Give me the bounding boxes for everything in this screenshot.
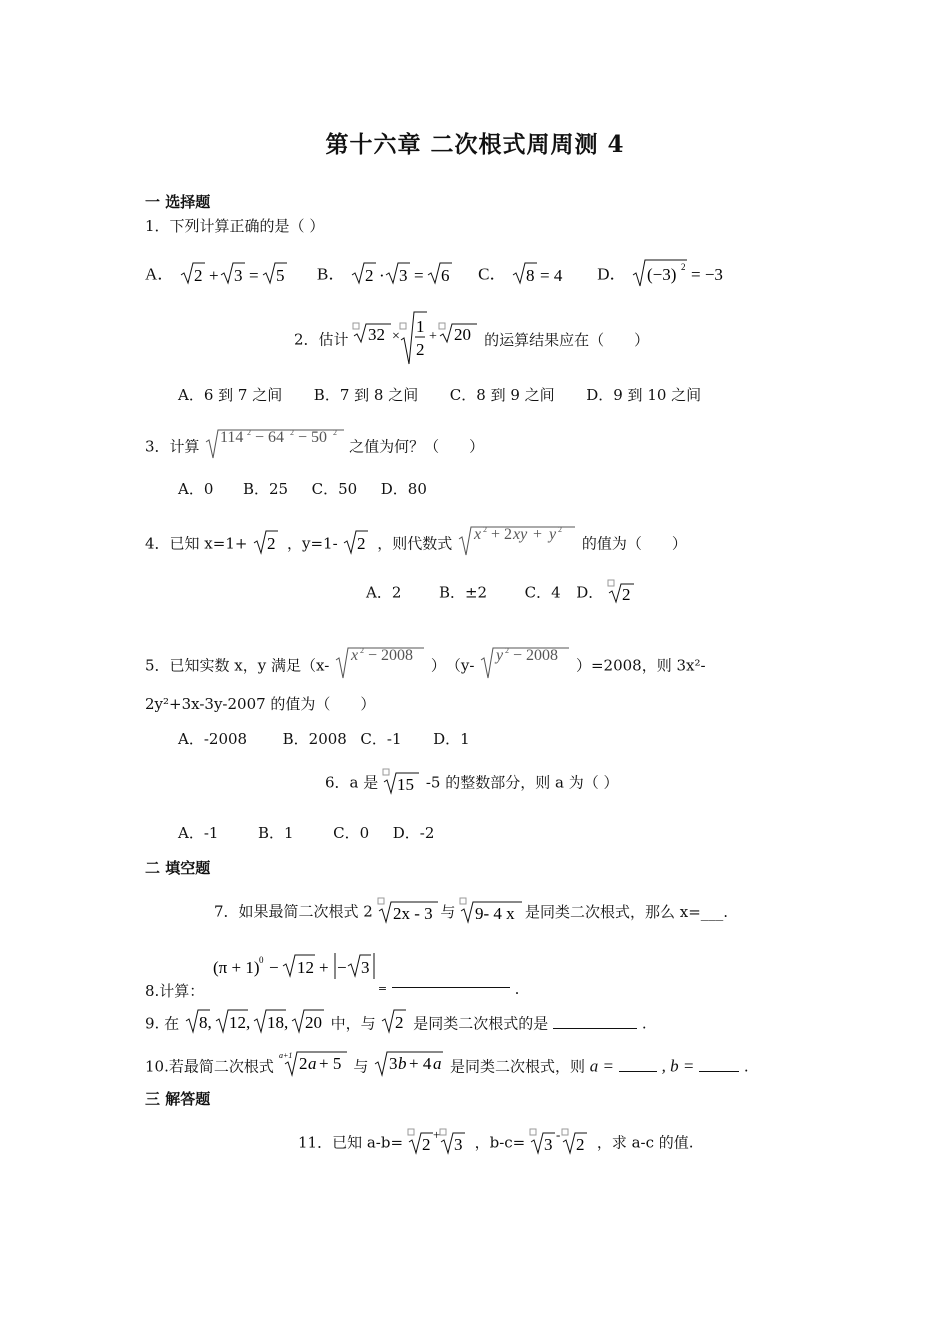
q10-b-blank[interactable] (699, 1057, 739, 1072)
svg-text:2: 2 (680, 262, 686, 272)
q5-prefix: 5．已知实数 x，y 满足（x- (145, 656, 330, 675)
svg-text:y: y (549, 526, 557, 543)
q4-option-a: A．2 (366, 583, 402, 602)
svg-text:− 2008: − 2008 (513, 647, 559, 664)
q6-suffix: -5 的整数部分，则 a 为（ ） (425, 773, 619, 792)
q5-line2: 2y²+3x-3y-2007 的值为（ ） (145, 695, 376, 713)
svg-text:3: 3 (544, 1135, 553, 1154)
q2-suffix: 的运算结果应在（ ） (484, 330, 650, 349)
svg-text:2: 2 (267, 534, 276, 553)
q5-option-b: B．2008 (282, 730, 347, 748)
q5-options (178, 729, 470, 749)
q7-mid: 与 (440, 902, 456, 921)
svg-text:6: 6 (440, 266, 450, 285)
svg-text:20: 20 (454, 325, 472, 344)
q1-option-a-label: A． (145, 264, 175, 284)
q7-expr2 (460, 894, 524, 931)
q4-suffix: 的值为（ ） (581, 534, 687, 553)
svg-text:= 4: = 4 (539, 266, 563, 285)
svg-text:8: 8 (525, 266, 535, 285)
svg-text:15: 15 (397, 775, 415, 794)
svg-text:0: 0 (259, 955, 264, 965)
q1-option-b-label: B． (317, 264, 346, 284)
svg-text:8,: 8, (198, 1013, 212, 1032)
q8-prefix: 8.计算： (145, 981, 205, 1000)
svg-text:+: + (429, 329, 438, 344)
q10-a-label: a = (589, 1056, 615, 1076)
svg-text:20: 20 (304, 1013, 322, 1032)
q6-option-d: D．-2 (392, 824, 435, 842)
q8-expr (209, 955, 375, 992)
svg-text:a: a (433, 1054, 442, 1073)
svg-text:+: + (432, 1127, 441, 1142)
q9-expr (380, 1008, 408, 1041)
svg-text:2: 2 (576, 1135, 585, 1154)
q4-prefix: 4．已知 x=1+ (145, 534, 248, 553)
svg-text:y: y (496, 647, 504, 664)
svg-text:2: 2 (333, 428, 338, 437)
svg-text:+ 5: + 5 (318, 1054, 341, 1073)
q10-stem (145, 1050, 749, 1085)
q5-mid: ） （y- (430, 656, 475, 675)
q10-end: . (743, 1057, 749, 1076)
svg-text:2: 2 (483, 525, 488, 534)
q6-option-c: C．0 (333, 824, 370, 842)
q8-suffix: . (514, 979, 520, 998)
q5-suffix: ）=2008，则 3x²- (575, 656, 706, 675)
q1-option-c-label: C． (478, 264, 507, 284)
section-answer-heading: 三 解答题 (145, 1090, 211, 1108)
q3-prefix: 3．计算 (145, 437, 200, 456)
svg-text:2: 2 (193, 266, 203, 285)
svg-text:− 2008: − 2008 (368, 647, 414, 664)
svg-text:−: − (337, 958, 347, 977)
q2-prefix: 2．估计 (294, 330, 349, 349)
svg-text:2x - 3: 2x - 3 (392, 904, 433, 923)
q5-option-c: C．-1 (360, 730, 402, 748)
q2-option-c: C．8 到 9 之间 (449, 386, 555, 404)
q5-expr2 (479, 648, 571, 685)
svg-text:×: × (392, 329, 401, 344)
svg-text:+ 4: + 4 (409, 1054, 432, 1073)
svg-text:3: 3 (389, 1054, 398, 1073)
svg-text:2: 2 (622, 585, 631, 604)
q4-x-radical (252, 529, 282, 560)
svg-text:x: x (474, 526, 482, 543)
q10-expr1 (279, 1050, 349, 1085)
svg-text:= −3: = −3 (690, 265, 723, 284)
q9-stem (145, 1008, 647, 1041)
q2-stem (294, 310, 649, 371)
q2-option-d: D．9 到 10 之间 (586, 386, 702, 404)
svg-text:·: · (378, 266, 385, 285)
q8-answer-blank[interactable] (392, 973, 510, 988)
q6-option-a: A．-1 (178, 824, 219, 842)
svg-text:12,: 12, (228, 1013, 251, 1032)
svg-text:x: x (351, 647, 359, 664)
q11-expr2 (530, 1125, 592, 1162)
q11-suffix: ，求 a-c 的值. (596, 1133, 694, 1152)
q3-option-b: B．25 (242, 480, 289, 498)
svg-text:a: a (307, 1054, 317, 1073)
q1-stem: 1．下列计算正确的是（ ） (145, 217, 325, 235)
svg-text:(π + 1): (π + 1) (213, 958, 260, 977)
svg-text:b: b (398, 1054, 407, 1073)
q10-index: a+1 (278, 1051, 293, 1060)
q5-stem (145, 648, 706, 685)
q3-option-c: C．50 (311, 480, 358, 498)
q9-suffix: 是同类二次根式的是 (413, 1014, 549, 1033)
svg-text:(−3): (−3) (646, 265, 677, 284)
svg-text:32: 32 (368, 325, 386, 344)
svg-text:2: 2 (416, 340, 425, 359)
q4-y-radical (342, 529, 372, 560)
q6-expr (383, 765, 421, 802)
svg-text:2: 2 (360, 646, 365, 655)
q2-option-b: B．7 到 8 之间 (313, 386, 419, 404)
q1-option-a-expr (179, 260, 291, 291)
svg-text:− 50: − 50 (298, 429, 328, 446)
q3-expr (204, 430, 344, 465)
q1-option-c-expr (511, 260, 571, 291)
svg-text:xy: xy (513, 526, 528, 543)
q11-stem (298, 1125, 694, 1162)
q3-option-a: A．0 (178, 480, 214, 498)
svg-text:2: 2 (247, 428, 252, 437)
svg-text:-: - (556, 1127, 561, 1142)
svg-text:+: + (208, 266, 219, 285)
q9-prefix: 9. 在 (145, 1014, 180, 1033)
section-fill-heading: 二 填空题 (145, 859, 211, 877)
q5-expr1 (334, 648, 426, 685)
svg-text:+: + (533, 526, 543, 543)
svg-text:− 64: − 64 (255, 429, 285, 446)
q11-mid: ，b-c= (474, 1133, 526, 1152)
svg-text:+: + (319, 958, 329, 977)
q2-options (178, 385, 701, 405)
q8-equals: = (377, 981, 388, 995)
q9-answer-blank[interactable] (553, 1014, 637, 1029)
svg-text:=: = (413, 266, 424, 285)
q10-suffix: 是同类二次根式，则 (450, 1057, 586, 1076)
svg-text:+ 2: + 2 (491, 526, 513, 543)
svg-text:114: 114 (220, 429, 244, 446)
q3-suffix: 之值为何？（ ） (349, 437, 485, 456)
q4-stem (145, 527, 687, 562)
q3-options (178, 479, 427, 499)
svg-text:=: = (248, 266, 259, 285)
q4-mid1: ，y=1- (287, 534, 338, 553)
q11-expr1 (408, 1125, 470, 1162)
svg-text:3: 3 (361, 958, 370, 977)
q7-expr1 (378, 894, 440, 931)
q2-expr (353, 310, 503, 371)
svg-text:2: 2 (357, 534, 366, 553)
svg-text:3: 3 (398, 266, 408, 285)
svg-text:−: − (269, 958, 279, 977)
q10-expr2 (373, 1050, 445, 1085)
q1-options (145, 258, 731, 293)
svg-text:12: 12 (297, 958, 315, 977)
q11-prefix: 11．已知 a-b= (298, 1133, 404, 1152)
q4-option-b: B．±2 (438, 583, 488, 602)
q4-option-c: C．4 (524, 583, 561, 602)
q10-prefix: 10.若最简二次根式 (145, 1057, 274, 1076)
svg-text:3: 3 (453, 1135, 463, 1154)
q4-option-d-expr (608, 576, 638, 611)
q7-suffix: 是同类二次根式，那么 x=___. (525, 902, 729, 921)
q3-stem (145, 430, 484, 465)
q1-option-d-expr (631, 258, 731, 293)
svg-text:2: 2 (364, 266, 374, 285)
q10-a-blank[interactable] (619, 1057, 657, 1072)
q7-stem (214, 894, 728, 931)
q2-option-a: A．6 到 7 之间 (178, 386, 283, 404)
q6-options (178, 823, 434, 843)
q10-b-label: , b = (661, 1056, 695, 1076)
q9-list (184, 1008, 326, 1041)
q6-option-b: B．1 (258, 824, 294, 842)
q7-prefix: 7．如果最简二次根式 2 (214, 902, 373, 921)
svg-text:2: 2 (421, 1135, 431, 1154)
page-title: 第十六章 二次根式周周测 4 (325, 131, 625, 158)
svg-text:2: 2 (395, 1013, 404, 1032)
q9-mid: 中，与 (330, 1014, 376, 1033)
q1-option-d-label: D． (597, 264, 627, 284)
svg-text:9- 4 x: 9- 4 x (475, 904, 515, 923)
q3-option-d: D．80 (380, 480, 427, 498)
q10-mid: 与 (353, 1057, 369, 1076)
svg-text:2: 2 (298, 1054, 308, 1073)
svg-text:2: 2 (505, 646, 510, 655)
svg-text:5: 5 (275, 266, 285, 285)
svg-text:2: 2 (290, 428, 295, 437)
q8-stem (145, 955, 520, 1000)
svg-text:3: 3 (233, 266, 243, 285)
q6-prefix: 6．a 是 (325, 773, 379, 792)
q5-option-a: A．-2008 (178, 730, 248, 748)
q1-option-b-expr (350, 260, 450, 291)
q9-end: . (641, 1014, 647, 1033)
svg-text:1: 1 (416, 317, 425, 336)
section-choice-heading: 一 选择题 (145, 193, 211, 211)
q4-options (366, 576, 638, 611)
svg-text:18,: 18, (266, 1013, 289, 1032)
q4-option-d: D． (576, 583, 604, 602)
q4-expr (457, 527, 577, 562)
q6-stem (325, 765, 618, 802)
q5-option-d: D．1 (433, 730, 470, 748)
q4-mid2: ，则代数式 (377, 534, 453, 553)
svg-text:2: 2 (558, 525, 563, 534)
